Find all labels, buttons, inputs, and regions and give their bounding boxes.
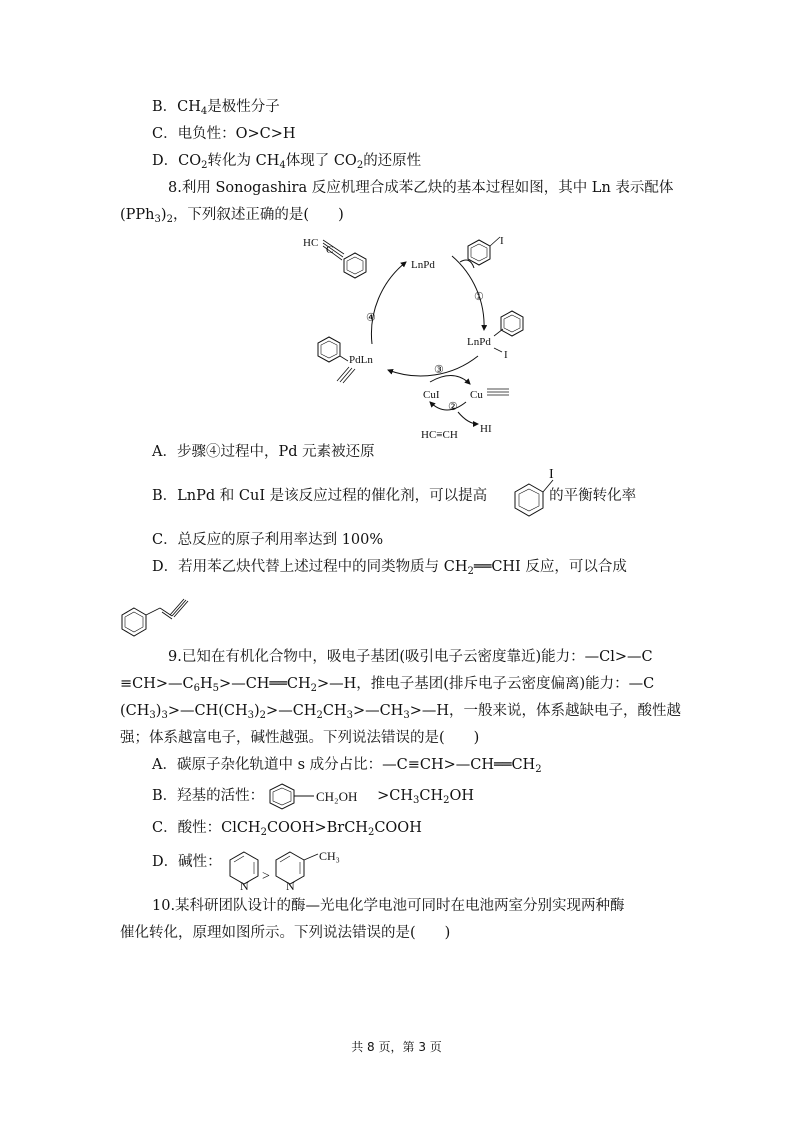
q7-option-b: B．$CH_4$是极性分子 bbox=[152, 99, 280, 117]
svg-text:Cu: Cu bbox=[470, 389, 483, 401]
svg-text:①: ① bbox=[474, 291, 484, 303]
q9-option-b: B．羟基的活性： $>CH_3CH_2OH$ bbox=[152, 788, 475, 806]
svg-text:>: > bbox=[262, 869, 270, 884]
benzene-ring-icon bbox=[344, 253, 366, 278]
q9-stem-line4: 强；体系越富电子，碱性越强。下列说法错误的是( ) bbox=[120, 730, 480, 746]
svg-text:④: ④ bbox=[366, 312, 376, 324]
q9-stem-line3: $(CH_3)_3>—CH(CH_3)_2>—CH_2CH_3>—CH_3>—H$，一般来说，体系越缺电子，酸性越 bbox=[120, 703, 681, 721]
svg-text:CH₃: CH₃ bbox=[319, 849, 340, 863]
svg-text:I: I bbox=[504, 349, 508, 361]
enyne-product-structure bbox=[118, 588, 198, 640]
svg-text:HC≡CH: HC≡CH bbox=[421, 429, 458, 441]
q7-option-c: C．电负性：O>C>H bbox=[152, 126, 296, 142]
q9-option-a: A．碳原子杂化轨道中 s 成分占比：$—C\equiv CH>—CH══CH_2$ bbox=[152, 757, 542, 775]
q9-option-d: D．碱性： bbox=[152, 854, 222, 870]
svg-text:N: N bbox=[240, 879, 249, 893]
q8-stem-line1: 8.利用 Sonogashira 反应机理合成苯乙炔的基本过程如图，其中 Ln 表示配体 bbox=[168, 180, 674, 196]
benzyl-alcohol-structure bbox=[268, 780, 378, 812]
pyridine-comparison-structure bbox=[226, 846, 356, 894]
benzene-ring-icon bbox=[318, 337, 340, 362]
benzene-ring-icon bbox=[501, 311, 523, 336]
svg-text:③: ③ bbox=[434, 364, 444, 376]
page-footer: 共 8 页，第 3 页 bbox=[351, 1040, 442, 1054]
svg-text:CuI: CuI bbox=[423, 389, 440, 401]
iodobenzene-structure bbox=[505, 466, 567, 518]
svg-text:C: C bbox=[326, 244, 334, 256]
q8-option-b: B．LnPd 和 CuI 是该反应过程的催化剂，可以提高 的平衡转化率 bbox=[152, 488, 637, 504]
q10-stem-line1: 10.某科研团队设计的酶—光电化学电池可同时在电池两室分别实现两种酶 bbox=[152, 898, 625, 914]
svg-text:PdLn: PdLn bbox=[349, 354, 373, 366]
svg-text:I: I bbox=[549, 467, 554, 482]
svg-text:N: N bbox=[286, 879, 295, 893]
svg-text:I: I bbox=[500, 235, 504, 247]
q8-stem-line2: $(PPh_3)_2$，下列叙述正确的是( ) bbox=[120, 207, 344, 225]
svg-text:HC: HC bbox=[303, 237, 319, 249]
q8-option-c: C．总反应的原子利用率达到 100% bbox=[152, 532, 384, 548]
q9-stem-line2: $\equiv CH>—C_6H_5>—CH══CH_2>—H$，推电子基团(排斥电子云密度偏离)能力：—C bbox=[120, 676, 655, 694]
svg-text:LnPd: LnPd bbox=[467, 336, 491, 348]
q8-option-a: A．步骤④过程中，Pd 元素被还原 bbox=[152, 444, 375, 460]
svg-text:CH₂OH: CH₂OH bbox=[316, 789, 358, 804]
q8-option-d: D．若用苯乙炔代替上述过程中的同类物质与 $CH_2══CHI$ 反应，可以合成 bbox=[152, 559, 627, 577]
q9-option-c: C．酸性：ClCH$_2$COOH>BrCH$_2$COOH bbox=[152, 820, 422, 838]
svg-text:②: ② bbox=[448, 401, 458, 413]
q10-stem-line2: 催化转化，原理如图所示。下列说法错误的是( ) bbox=[120, 925, 451, 941]
q7-option-d: D．$CO_2$转化为 $CH_4$体现了 $CO_2$的还原性 bbox=[152, 153, 422, 171]
q9-stem-line1: 9.已知在有机化合物中，吸电子基团(吸引电子云密度靠近)能力：—Cl>—C bbox=[168, 649, 653, 665]
svg-text:HI: HI bbox=[480, 423, 492, 435]
svg-text:LnPd: LnPd bbox=[411, 259, 435, 271]
benzene-ring-icon bbox=[468, 240, 490, 265]
